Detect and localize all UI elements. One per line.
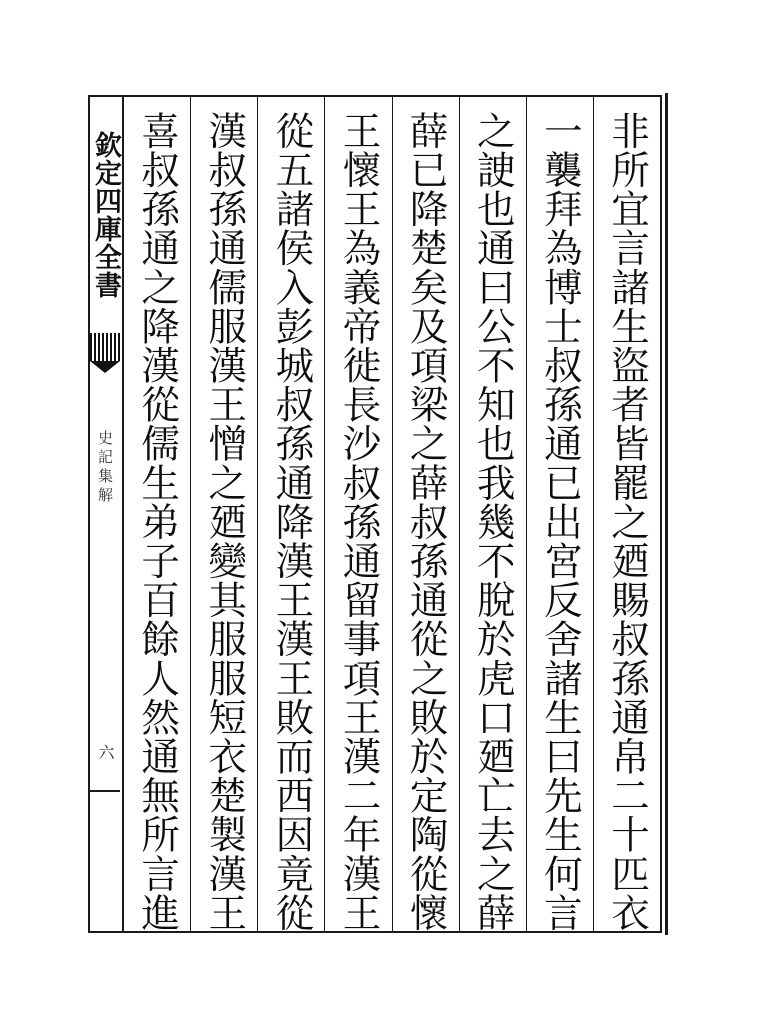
text-column xyxy=(593,97,660,931)
text-column xyxy=(459,97,526,931)
collection-title: 欽定四庫全書 xyxy=(90,131,121,299)
text-column-content: 之䛕也通曰公不知也我幾不脫於虎口廼亡去之薛 xyxy=(470,111,516,933)
text-column-content: 一襲拜為博士叔孫通已出宮反舍諸生曰先生何言 xyxy=(537,111,583,933)
text-column-content: 王懷王為義帝徙長沙叔孫通留事項王漢二年漢王 xyxy=(336,111,382,933)
text-column xyxy=(324,97,391,931)
text-column xyxy=(392,97,459,931)
text-column-content: 喜叔孫通之降漢從儒生弟子百餘人然通無所言進 xyxy=(135,111,181,933)
text-column xyxy=(257,97,324,931)
text-column-content: 非所宜言諸生盜者皆罷之廼賜叔孫通帛二十匹衣 xyxy=(604,111,650,933)
fish-tail-ornament xyxy=(90,333,120,361)
text-column-content: 從五諸侯入彭城叔孫通降漢王漢王敗而西因竟從 xyxy=(269,111,315,933)
text-column xyxy=(190,97,257,931)
text-column xyxy=(124,97,190,931)
text-column-content: 薛已降楚矣及項梁之薛叔孫通從之敗於定陶從懷 xyxy=(403,111,449,933)
page-number-divider xyxy=(90,790,120,792)
main-text-area xyxy=(124,97,660,931)
page-number: 六 xyxy=(96,744,115,760)
text-column xyxy=(526,97,593,931)
text-column-content: 漢叔孫通儒服漢王憎之廼變其服服短衣楚製漢王 xyxy=(202,111,248,933)
book-name: 史記集解 xyxy=(96,430,114,506)
